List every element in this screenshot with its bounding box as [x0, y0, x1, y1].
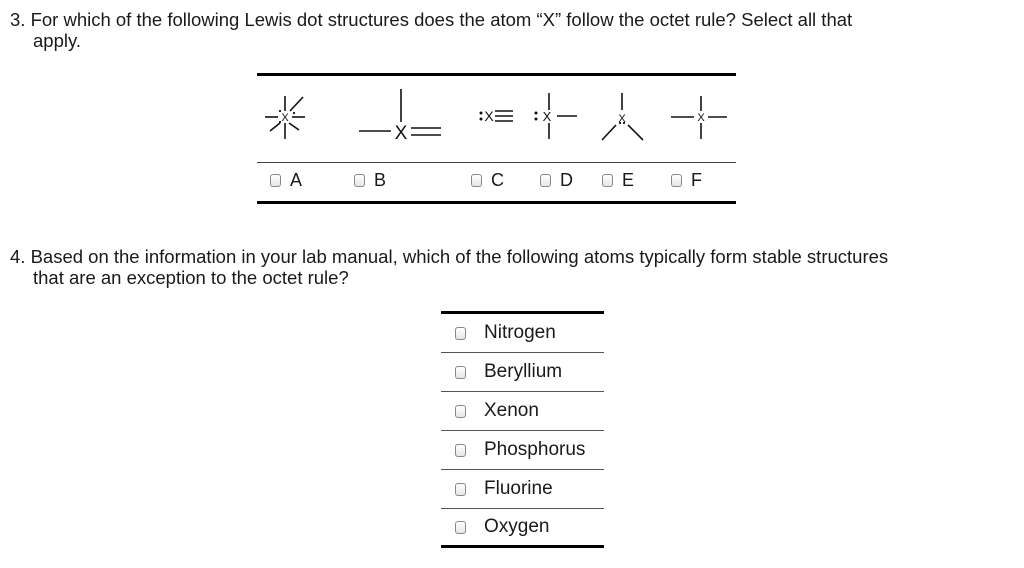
option-beryllium-label: Beryllium — [484, 361, 563, 382]
lewis-structures-figure — [257, 73, 736, 163]
option-nitrogen-label: Nitrogen — [484, 322, 556, 343]
atom-x-d: X — [542, 109, 552, 124]
atoms-options-list — [441, 311, 604, 548]
option-fluorine-checkbox[interactable] — [455, 483, 466, 496]
atom-x-a: X — [281, 112, 289, 124]
option-fluorine-label: Fluorine — [484, 478, 553, 499]
option-e[interactable] — [602, 170, 634, 191]
question-3-line-2: apply. — [33, 30, 81, 51]
table-bottom-rule — [257, 201, 736, 204]
structure-d — [549, 93, 577, 139]
option-beryllium[interactable] — [441, 353, 604, 392]
option-xenon-checkbox[interactable] — [455, 405, 466, 418]
option-d-label: D — [560, 170, 573, 190]
option-phosphorus[interactable] — [441, 431, 604, 470]
option-a[interactable] — [270, 170, 302, 191]
atom-x-e: X — [618, 113, 626, 125]
table-mid-rule — [257, 162, 736, 163]
option-b-checkbox[interactable] — [354, 174, 365, 187]
option-b-label: B — [374, 170, 387, 190]
option-c-checkbox[interactable] — [471, 174, 482, 187]
question-3-text — [10, 9, 1010, 51]
question-4-line-1: 4. Based on the information in your lab manual, which of the following atoms typically form stable structures — [10, 246, 889, 267]
option-d[interactable] — [540, 170, 573, 191]
option-e-checkbox[interactable] — [602, 174, 613, 187]
option-e-label: E — [622, 170, 635, 190]
option-c-label: C — [491, 170, 504, 190]
atom-x-b: X — [394, 123, 408, 144]
option-d-checkbox[interactable] — [540, 174, 551, 187]
option-oxygen[interactable] — [441, 509, 604, 548]
option-f-checkbox[interactable] — [671, 174, 682, 187]
option-b[interactable] — [354, 170, 386, 191]
option-nitrogen[interactable] — [441, 314, 604, 353]
atom-x-f: X — [697, 112, 705, 124]
question-3-line-1: 3. For which of the following Lewis dot structures does the atom “X” follow the octet rule? Select all that — [10, 9, 853, 30]
atom-x-c: X — [484, 108, 494, 124]
option-beryllium-checkbox[interactable] — [455, 366, 466, 379]
option-xenon-label: Xenon — [484, 400, 539, 421]
option-f-label: F — [691, 170, 702, 190]
option-nitrogen-checkbox[interactable] — [455, 327, 466, 340]
option-oxygen-label: Oxygen — [484, 516, 550, 537]
option-c[interactable] — [471, 170, 504, 191]
option-phosphorus-label: Phosphorus — [484, 439, 586, 460]
option-xenon[interactable] — [441, 392, 604, 431]
option-oxygen-checkbox[interactable] — [455, 521, 466, 534]
option-a-label: A — [290, 170, 303, 190]
option-fluorine[interactable] — [441, 470, 604, 509]
structure-c — [495, 111, 513, 121]
option-f[interactable] — [671, 170, 702, 191]
question-4-text — [10, 246, 1015, 288]
question-4-line-2: that are an exception to the octet rule? — [33, 267, 349, 288]
option-a-checkbox[interactable] — [270, 174, 281, 187]
option-phosphorus-checkbox[interactable] — [455, 444, 466, 457]
